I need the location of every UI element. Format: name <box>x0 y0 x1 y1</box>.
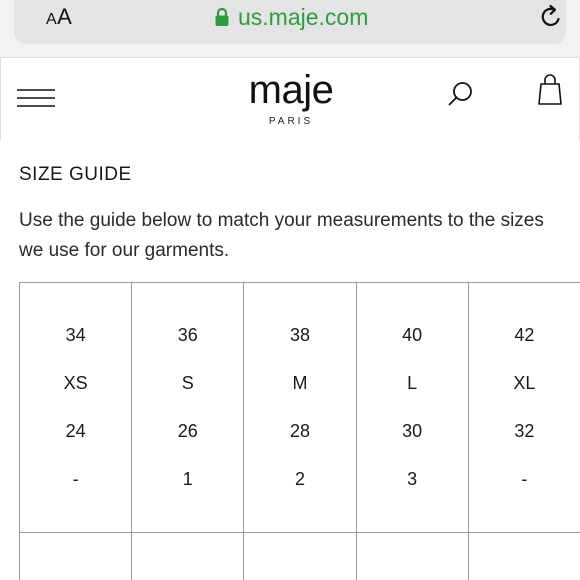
size-uk: 3 <box>407 469 418 489</box>
size-it: 30 <box>402 421 423 441</box>
size-uk: - <box>72 469 79 489</box>
size-intl: XL <box>513 373 536 393</box>
size-fr: 36 <box>177 325 198 345</box>
size-uk: 2 <box>294 469 305 489</box>
size-column <box>244 283 356 533</box>
size-uk: - <box>521 469 528 489</box>
lock-icon <box>214 7 230 27</box>
size-cell <box>132 533 244 580</box>
size-intl: L <box>407 373 418 393</box>
size-fr: 34 <box>65 325 86 345</box>
url-display[interactable] <box>214 4 368 30</box>
size-guide-section <box>0 140 580 580</box>
shopping-bag-icon[interactable] <box>537 74 563 106</box>
size-it: 26 <box>177 421 198 441</box>
brand-logo-subtitle: PARIS <box>268 116 314 127</box>
size-fr: 38 <box>289 325 310 345</box>
page-description: Use the guide below to match your measurements to the sizes we use for our garments. <box>19 210 544 261</box>
text-size-button[interactable]: AA <box>46 4 73 29</box>
size-it: 28 <box>289 421 310 441</box>
size-cell <box>356 533 468 580</box>
size-column <box>20 283 132 533</box>
table-row <box>20 283 580 533</box>
url-text: us.maje.com <box>238 3 369 30</box>
url-field[interactable] <box>14 0 566 44</box>
size-cell <box>20 533 132 580</box>
size-table <box>19 282 580 580</box>
brand-logo[interactable]: maje <box>248 68 334 112</box>
size-cell <box>244 533 356 580</box>
size-column <box>132 283 244 533</box>
size-it: 32 <box>514 421 535 441</box>
size-uk: 1 <box>182 469 193 489</box>
size-column <box>468 283 580 533</box>
size-fr: 40 <box>402 325 423 345</box>
table-row <box>20 533 580 580</box>
size-intl: XS <box>63 373 88 393</box>
size-column <box>356 283 468 533</box>
size-cell <box>468 533 580 580</box>
browser-address-bar <box>0 0 580 58</box>
size-intl: S <box>181 373 194 393</box>
size-intl: M <box>292 373 308 393</box>
site-header <box>0 58 580 140</box>
search-icon[interactable] <box>447 80 475 108</box>
reload-icon[interactable] <box>538 4 564 30</box>
page-title: SIZE GUIDE <box>19 164 132 185</box>
size-fr: 42 <box>514 325 535 345</box>
size-it: 24 <box>65 421 86 441</box>
